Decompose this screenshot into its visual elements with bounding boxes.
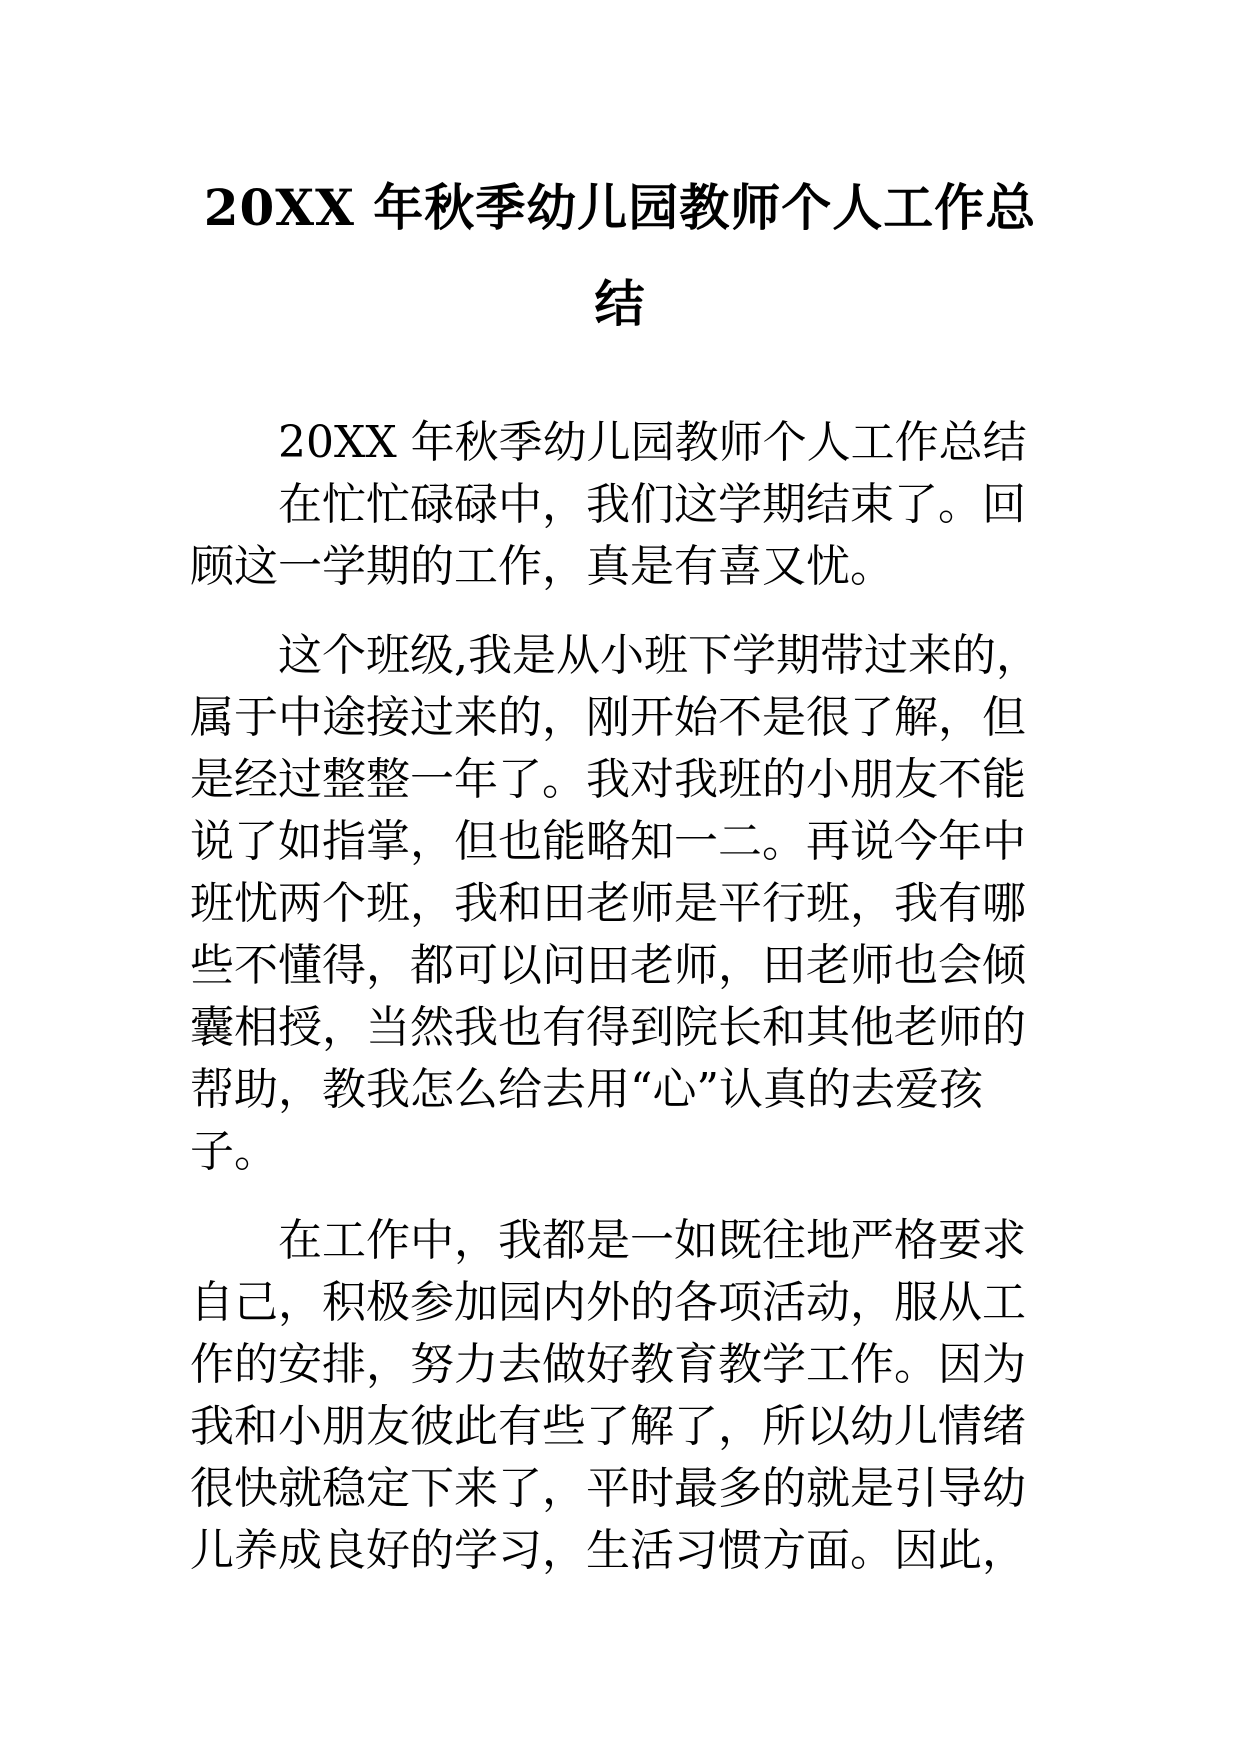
document-body (190, 412, 1065, 1582)
body-line: 子。 (190, 1126, 278, 1177)
body-line: 在工作中，我都是一如既往地严格要求 (278, 1215, 1026, 1266)
body-line: 作的安排，努力去做好教育教学工作。因为 (190, 1339, 1026, 1390)
body-line: 些不懂得，都可以问田老师，田老师也会倾 (190, 940, 1026, 991)
document-title (190, 160, 1050, 352)
body-line: 自己，积极参加园内外的各项活动，服从工 (190, 1277, 1026, 1328)
body-line: 属于中途接过来的，刚开始不是很了解，但 (190, 692, 1026, 743)
body-line: 帮助，教我怎么给去用“心”认真的去爱孩 (190, 1064, 983, 1115)
body-line: 顾这一学期的工作，真是有喜又忧。 (190, 541, 894, 592)
body-line: 是经过整整一年了。我对我班的小朋友不能 (190, 754, 1026, 805)
body-line: 我和小朋友彼此有些了解了，所以幼儿情绪 (190, 1401, 1026, 1452)
body-line: 在忙忙碌碌中，我们这学期结束了。回 (278, 479, 1026, 530)
body-line: 说了如指掌，但也能略知一二。再说今年中 (190, 816, 1026, 867)
title-line-1: 20XX 年秋季幼儿园教师个人工作总 (203, 178, 1037, 237)
body-line: 班忧两个班，我和田老师是平行班，我有哪 (190, 878, 1026, 929)
body-line: 儿养成良好的学习，生活习惯方面。因此， (190, 1525, 1026, 1576)
body-line: 很快就稳定下来了，平时最多的就是引导幼 (190, 1463, 1026, 1514)
body-line: 囊相授，当然我也有得到院长和其他老师的 (190, 1002, 1026, 1053)
body-line: 这个班级,我是从小班下学期带过来的， (278, 630, 1040, 681)
title-line-2: 结 (594, 274, 646, 333)
body-line: 20XX 年秋季幼儿园教师个人工作总结 (278, 417, 1027, 468)
